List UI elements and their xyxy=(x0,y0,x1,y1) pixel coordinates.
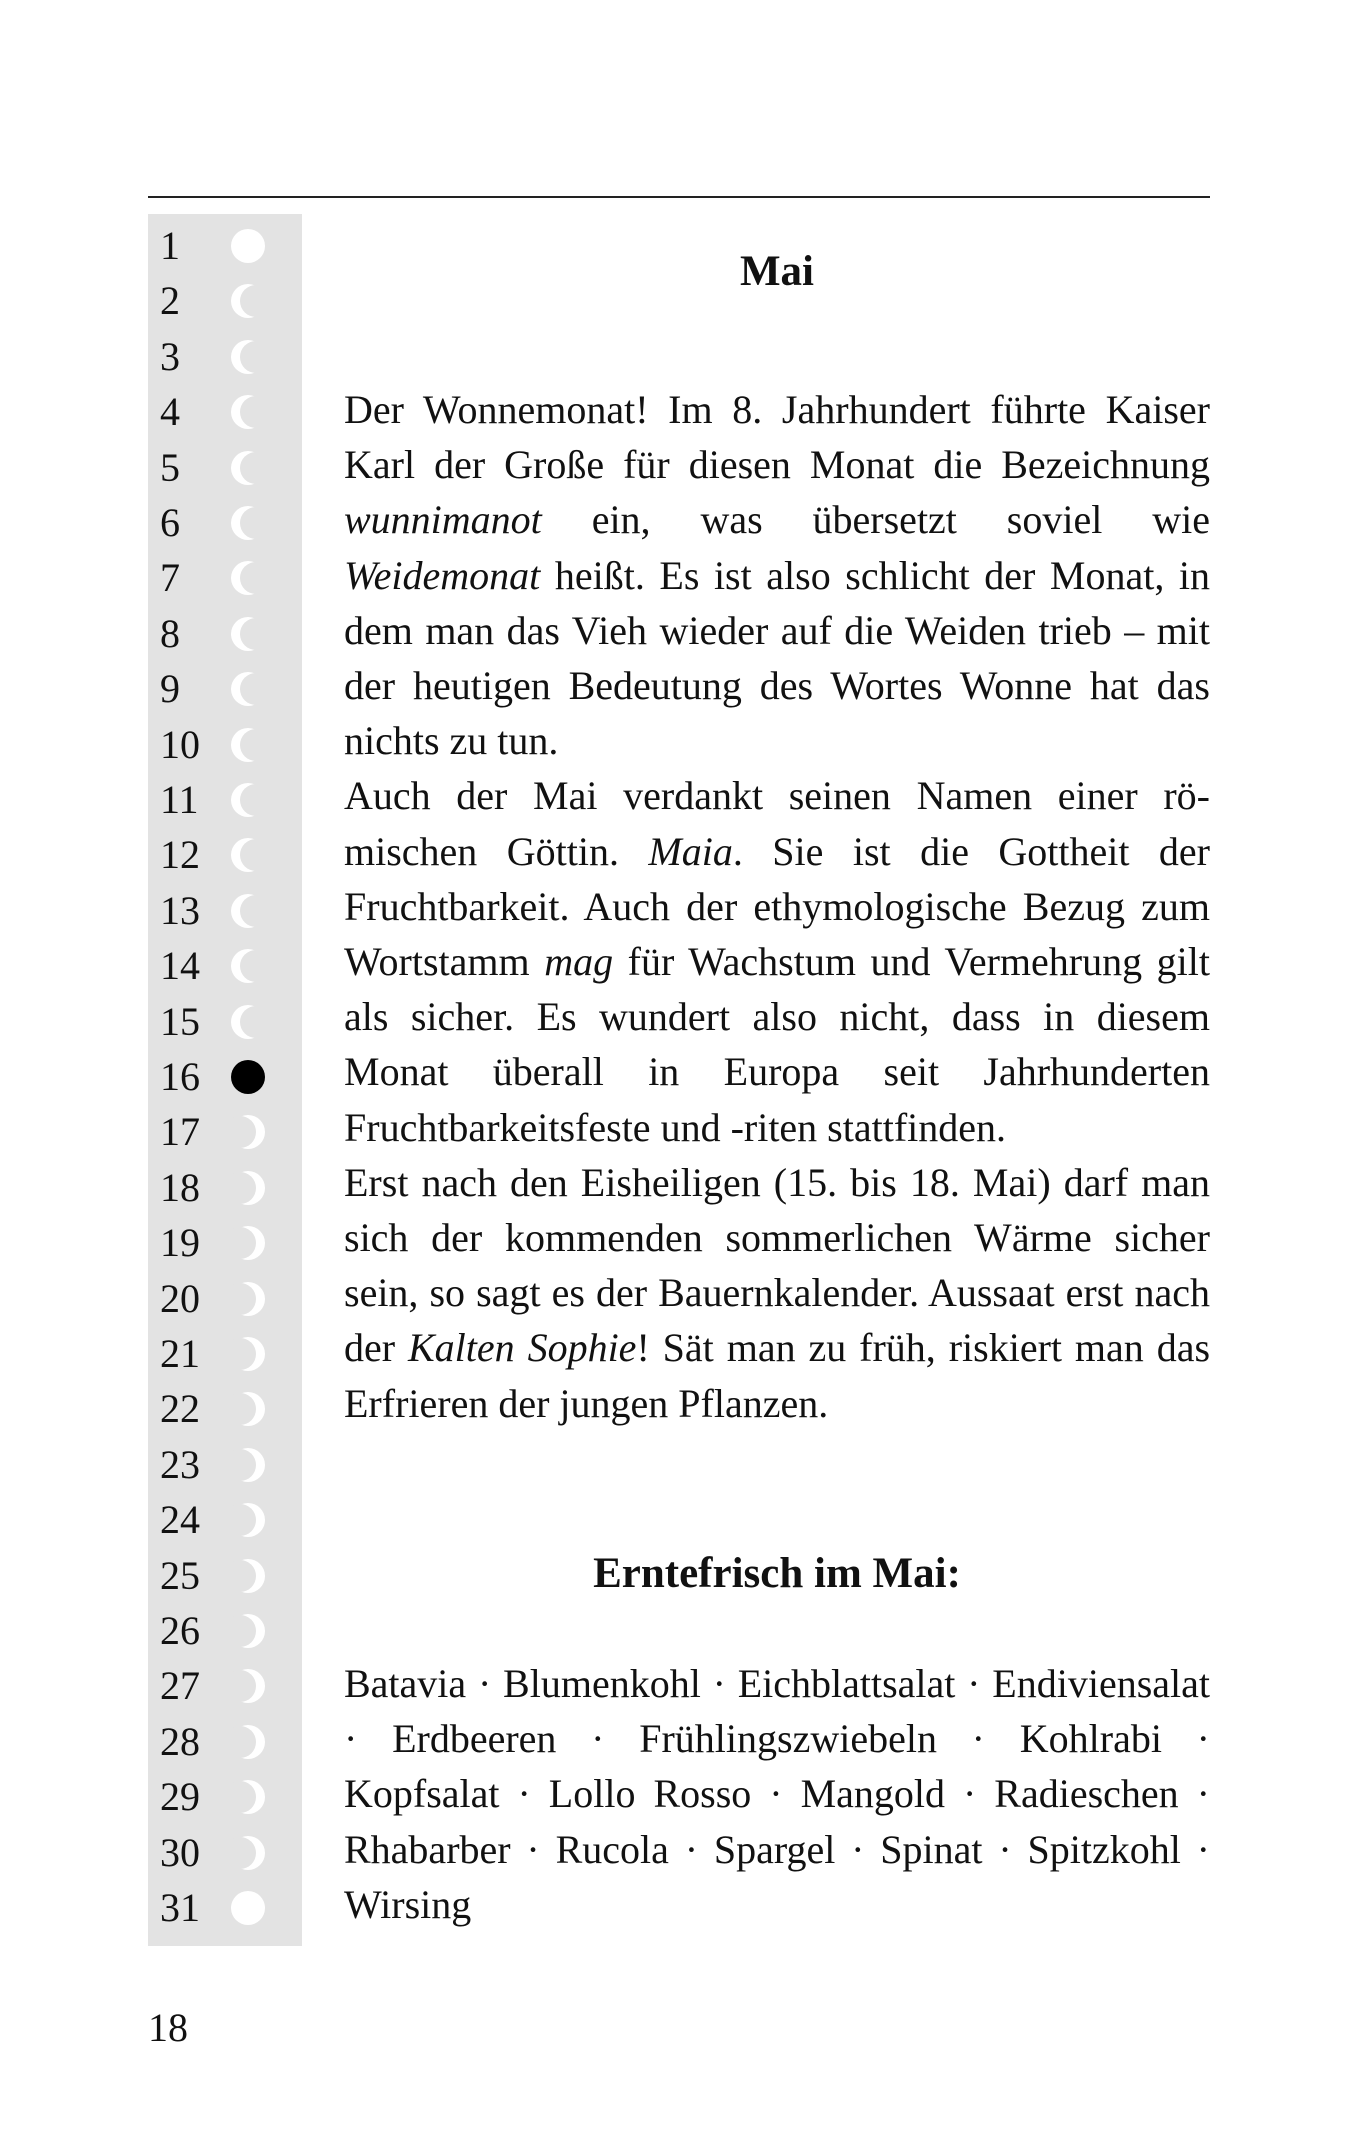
harvest-list: Batavia · Blumenkohl · Eichblattsalat · Endiviensalat · Erdbeeren · Frühlingszwiebeln · Kohlrabi · Kopfsalat · Lollo Rosso · Mangold · Radieschen · Rhabarber · Rucola · Spargel · Spinat · Spitzkohl · Wirsing xyxy=(344,1661,1210,1927)
day-number: 2 xyxy=(160,278,180,324)
day-number: 19 xyxy=(160,1220,200,1266)
day-number: 9 xyxy=(160,666,180,712)
day-number: 17 xyxy=(160,1109,200,1155)
day-number: 24 xyxy=(160,1497,200,1543)
day-number: 7 xyxy=(160,555,180,601)
day-number: 28 xyxy=(160,1718,200,1764)
day-number: 15 xyxy=(160,998,200,1044)
waxing-moon-icon xyxy=(230,1170,266,1206)
intro-text xyxy=(344,382,1210,1431)
day-number: 21 xyxy=(160,1331,200,1376)
calendar-day xyxy=(148,1658,302,1713)
calendar-day xyxy=(148,440,302,495)
waxing-moon-icon xyxy=(230,1225,266,1261)
waxing-moon-icon xyxy=(230,1114,266,1150)
term-weidemonat: Weidemonat xyxy=(344,552,541,598)
calendar-day xyxy=(148,1548,302,1603)
waxing-moon-icon xyxy=(230,1613,266,1649)
waxing-moon-icon xyxy=(230,1336,266,1372)
waxing-moon-icon xyxy=(230,1558,266,1594)
day-number: 23 xyxy=(160,1441,200,1487)
calendar-day xyxy=(148,1492,302,1547)
waxing-moon-icon xyxy=(230,1779,266,1815)
harvest-heading: Erntefrisch im Mai: xyxy=(593,1550,961,1597)
calendar-day xyxy=(148,1714,302,1769)
day-number: 5 xyxy=(160,444,180,490)
calendar-day xyxy=(148,1049,302,1104)
calendar-day xyxy=(148,772,302,827)
waning-moon-icon xyxy=(230,1004,266,1040)
calendar-day xyxy=(148,883,302,938)
waning-moon-icon xyxy=(230,782,266,818)
calendar-day xyxy=(148,1271,302,1326)
calendar-day xyxy=(148,717,302,772)
month-title: Mai xyxy=(739,248,815,295)
day-number: 4 xyxy=(160,389,180,435)
calendar-day xyxy=(148,1437,302,1492)
calendar-day xyxy=(148,827,302,882)
calendar-day xyxy=(148,273,302,328)
calendar-day xyxy=(148,1160,302,1215)
waxing-moon-icon xyxy=(230,1281,266,1317)
new-moon-icon xyxy=(230,1059,266,1095)
waxing-moon-icon xyxy=(230,1668,266,1704)
paragraph-maia: Auch der Mai verdankt seinen Namen einer römischen Göttin. Maia. Sie ist die Gottheit der Fruchtbarkeit. Auch der ethymologische Bezug zum Wortstamm mag für Wachstum und Vermehrung gilt als sicher. Es wundert also nicht, dass in diesem Monat überall in Europa seit Jahrhunderten Fruchtbarkeitsfeste und -riten stattfinden. xyxy=(344,773,1210,1150)
calendar-day xyxy=(148,495,302,550)
calendar-day xyxy=(148,1880,302,1935)
calendar-day xyxy=(148,661,302,716)
waning-moon-icon xyxy=(230,616,266,652)
day-number: 20 xyxy=(160,1275,200,1321)
day-number: 16 xyxy=(160,1054,200,1099)
calendar-day xyxy=(148,1104,302,1159)
day-number: 6 xyxy=(160,500,180,545)
waning-moon-icon xyxy=(230,671,266,707)
waning-moon-icon xyxy=(230,948,266,984)
waning-moon-icon xyxy=(230,394,266,430)
calendar-day xyxy=(148,1603,302,1658)
waxing-moon-icon xyxy=(230,1835,266,1871)
day-number: 26 xyxy=(160,1608,200,1653)
calendar-day xyxy=(148,329,302,384)
day-number: 18 xyxy=(160,1164,200,1210)
calendar-day xyxy=(148,550,302,605)
moon-calendar xyxy=(148,214,302,1946)
waning-moon-icon xyxy=(230,837,266,873)
calendar-day xyxy=(148,1215,302,1270)
waning-moon-icon xyxy=(230,505,266,541)
waxing-moon-icon xyxy=(230,1447,266,1483)
day-number: 30 xyxy=(160,1829,200,1875)
waxing-moon-icon xyxy=(230,1724,266,1760)
calendar-day xyxy=(148,1326,302,1381)
day-number: 25 xyxy=(160,1552,200,1598)
term-maia: Maia xyxy=(648,828,733,874)
top-rule xyxy=(148,196,1210,198)
waxing-moon-icon xyxy=(230,1391,266,1427)
day-number: 27 xyxy=(160,1663,200,1709)
term-wunnimanot: wunnimanot xyxy=(344,497,542,543)
day-number: 8 xyxy=(160,610,180,656)
waning-moon-icon xyxy=(230,450,266,486)
waning-moon-icon xyxy=(230,727,266,763)
day-number: 14 xyxy=(160,943,200,989)
waning-moon-icon xyxy=(230,339,266,375)
full-moon-icon xyxy=(230,1890,266,1926)
day-number: 13 xyxy=(160,887,200,933)
waning-moon-icon xyxy=(230,283,266,319)
calendar-day xyxy=(148,1769,302,1824)
day-number: 10 xyxy=(160,721,200,767)
day-number: 3 xyxy=(160,333,180,379)
paragraph-eisheilige: Erst nach den Eisheiligen (15. bis 18. Mai) darf man sich der kommenden sommerlichen Wärme sicher sein, so sagt es der Bauernkalender. Aussaat erst nach der Kalten Sophie! Sät man zu früh, riskiert man das Erfrieren der jungen Pflanzen. xyxy=(344,1159,1211,1426)
calendar-day xyxy=(148,938,302,993)
full-moon-icon xyxy=(230,228,266,264)
calendar-day xyxy=(148,1381,302,1436)
calendar-day xyxy=(148,1825,302,1880)
calendar-day xyxy=(148,994,302,1049)
waning-moon-icon xyxy=(230,560,266,596)
term-kalten-sophie: Kalten Sophie xyxy=(408,1325,637,1371)
day-number: 11 xyxy=(160,777,199,822)
day-number: 31 xyxy=(160,1885,200,1930)
page-number: 18 xyxy=(148,2005,188,2050)
term-mag: mag xyxy=(544,939,614,985)
day-number: 22 xyxy=(160,1386,200,1432)
paragraph-origin: Der Wonnemonat! Im 8. Jahrhundert führte Kaiser Karl der Große für diesen Monat die Bezeichnung wunnimanot ein, was übersetzt soviel wie Weidemonat heißt. Es ist also schlicht der Monat, in dem man das Vieh wieder auf die Weiden trieb – mit der heutigen Bedeutung des Wortes Wonne hat das nichts zu tun. xyxy=(344,387,1210,764)
day-number: 12 xyxy=(160,832,200,878)
waxing-moon-icon xyxy=(230,1502,266,1538)
day-number: 29 xyxy=(160,1774,200,1820)
calendar-day xyxy=(148,384,302,439)
calendar-day xyxy=(148,218,302,273)
day-number: 1 xyxy=(160,223,180,268)
waning-moon-icon xyxy=(230,893,266,929)
calendar-day xyxy=(148,606,302,661)
